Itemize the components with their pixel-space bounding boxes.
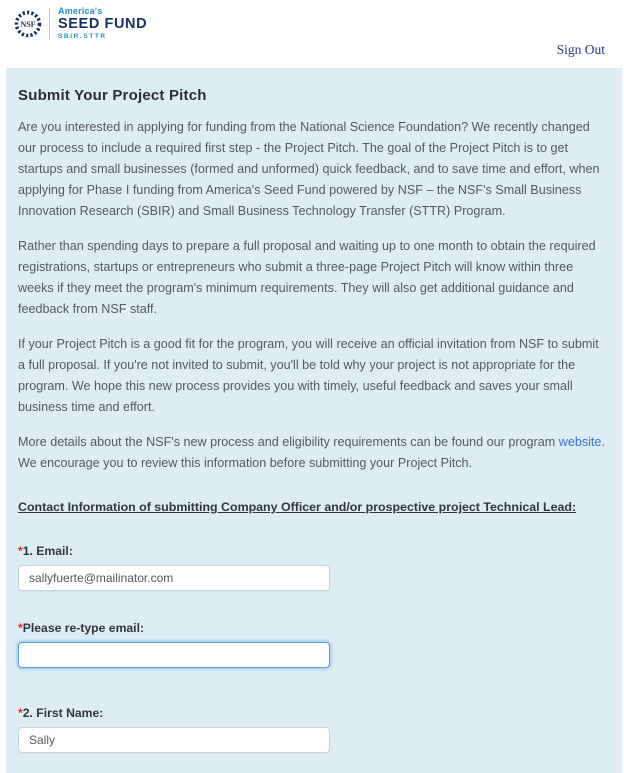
- page-title: Submit Your Project Pitch: [18, 87, 207, 104]
- sign-out-link[interactable]: Sign Out: [556, 42, 605, 57]
- intro-paragraph-4: [18, 432, 610, 474]
- retype-email-input[interactable]: [18, 642, 330, 668]
- retype-email-field-label: [18, 621, 610, 635]
- email-field-group: [18, 544, 610, 591]
- americas-seed-fund-logo: [14, 7, 147, 40]
- required-asterisk: *: [18, 706, 23, 720]
- retype-email-field-label-text: Please re-type email:: [22, 621, 145, 635]
- logo-seedfund-label: SEED FUND: [58, 16, 148, 32]
- logo-sbir-sttr-label: SBIR.STTR: [58, 32, 107, 40]
- first-name-input[interactable]: [18, 727, 330, 753]
- intro-paragraph-3: If your Project Pitch is a good fit for the program, you will receive an official invitation from NSF to submit a full proposal. If you're not invited to submit, you'll be told why your project is not appropriate for the program. We hope this new process provides you with timely, useful feedback and saves your small business time and effort.: [18, 337, 599, 414]
- logo-divider: [49, 8, 50, 40]
- email-field-label: [18, 544, 610, 558]
- logo-americas-label: America's: [58, 6, 103, 16]
- first-name-field-label-text: 2. First Name:: [22, 706, 104, 720]
- program-website-link[interactable]: website: [558, 435, 602, 449]
- project-pitch-contact-form: [18, 544, 610, 753]
- retype-email-field-group: [18, 621, 610, 668]
- email-field-label-text: 1. Email:: [22, 544, 73, 558]
- first-name-field-label: [18, 706, 610, 720]
- required-asterisk: *: [18, 544, 23, 558]
- intro-paragraph-2: Rather than spending days to prepare a full proposal and waiting up to one month to obtain the required registrations, startups or entrepreneurs who submit a three-page Project Pitch will know within three weeks if they meet the program's minimum requirements. They will also get additional guidance and feedback from NSF staff.: [18, 239, 596, 316]
- content-panel: [6, 68, 622, 773]
- logo-text-block: [58, 7, 147, 40]
- first-name-field-group: [18, 706, 610, 753]
- paragraph4-suffix-text: . We encourage you to review this information before submitting your Project Pitch.: [18, 435, 605, 470]
- nsf-seal-icon: [14, 10, 42, 38]
- required-asterisk: *: [18, 621, 23, 635]
- paragraph4-prefix-text: More details about the NSF's new process and eligibility requirements can be found our program: [18, 435, 559, 449]
- contact-information-heading: Contact Information of submitting Company Officer and/or prospective project Technical Lead:: [18, 500, 577, 514]
- nsf-seal-text: NSF: [20, 19, 36, 29]
- page-header: [0, 0, 624, 68]
- email-input[interactable]: [18, 565, 330, 591]
- intro-paragraph-1: Are you interested in applying for funding from the National Science Foundation? We recently changed our process to include a required first step - the Project Pitch. The goal of the Project Pitch is to get startups and small businesses (formed and unformed) quick feedback, and to save time and effort, when applying for Phase I funding from America's Seed Fund powered by NSF – the NSF's Small Business Innovation Research (SBIR) and Small Business Technology Transfer (STTR) Program.: [18, 120, 600, 218]
